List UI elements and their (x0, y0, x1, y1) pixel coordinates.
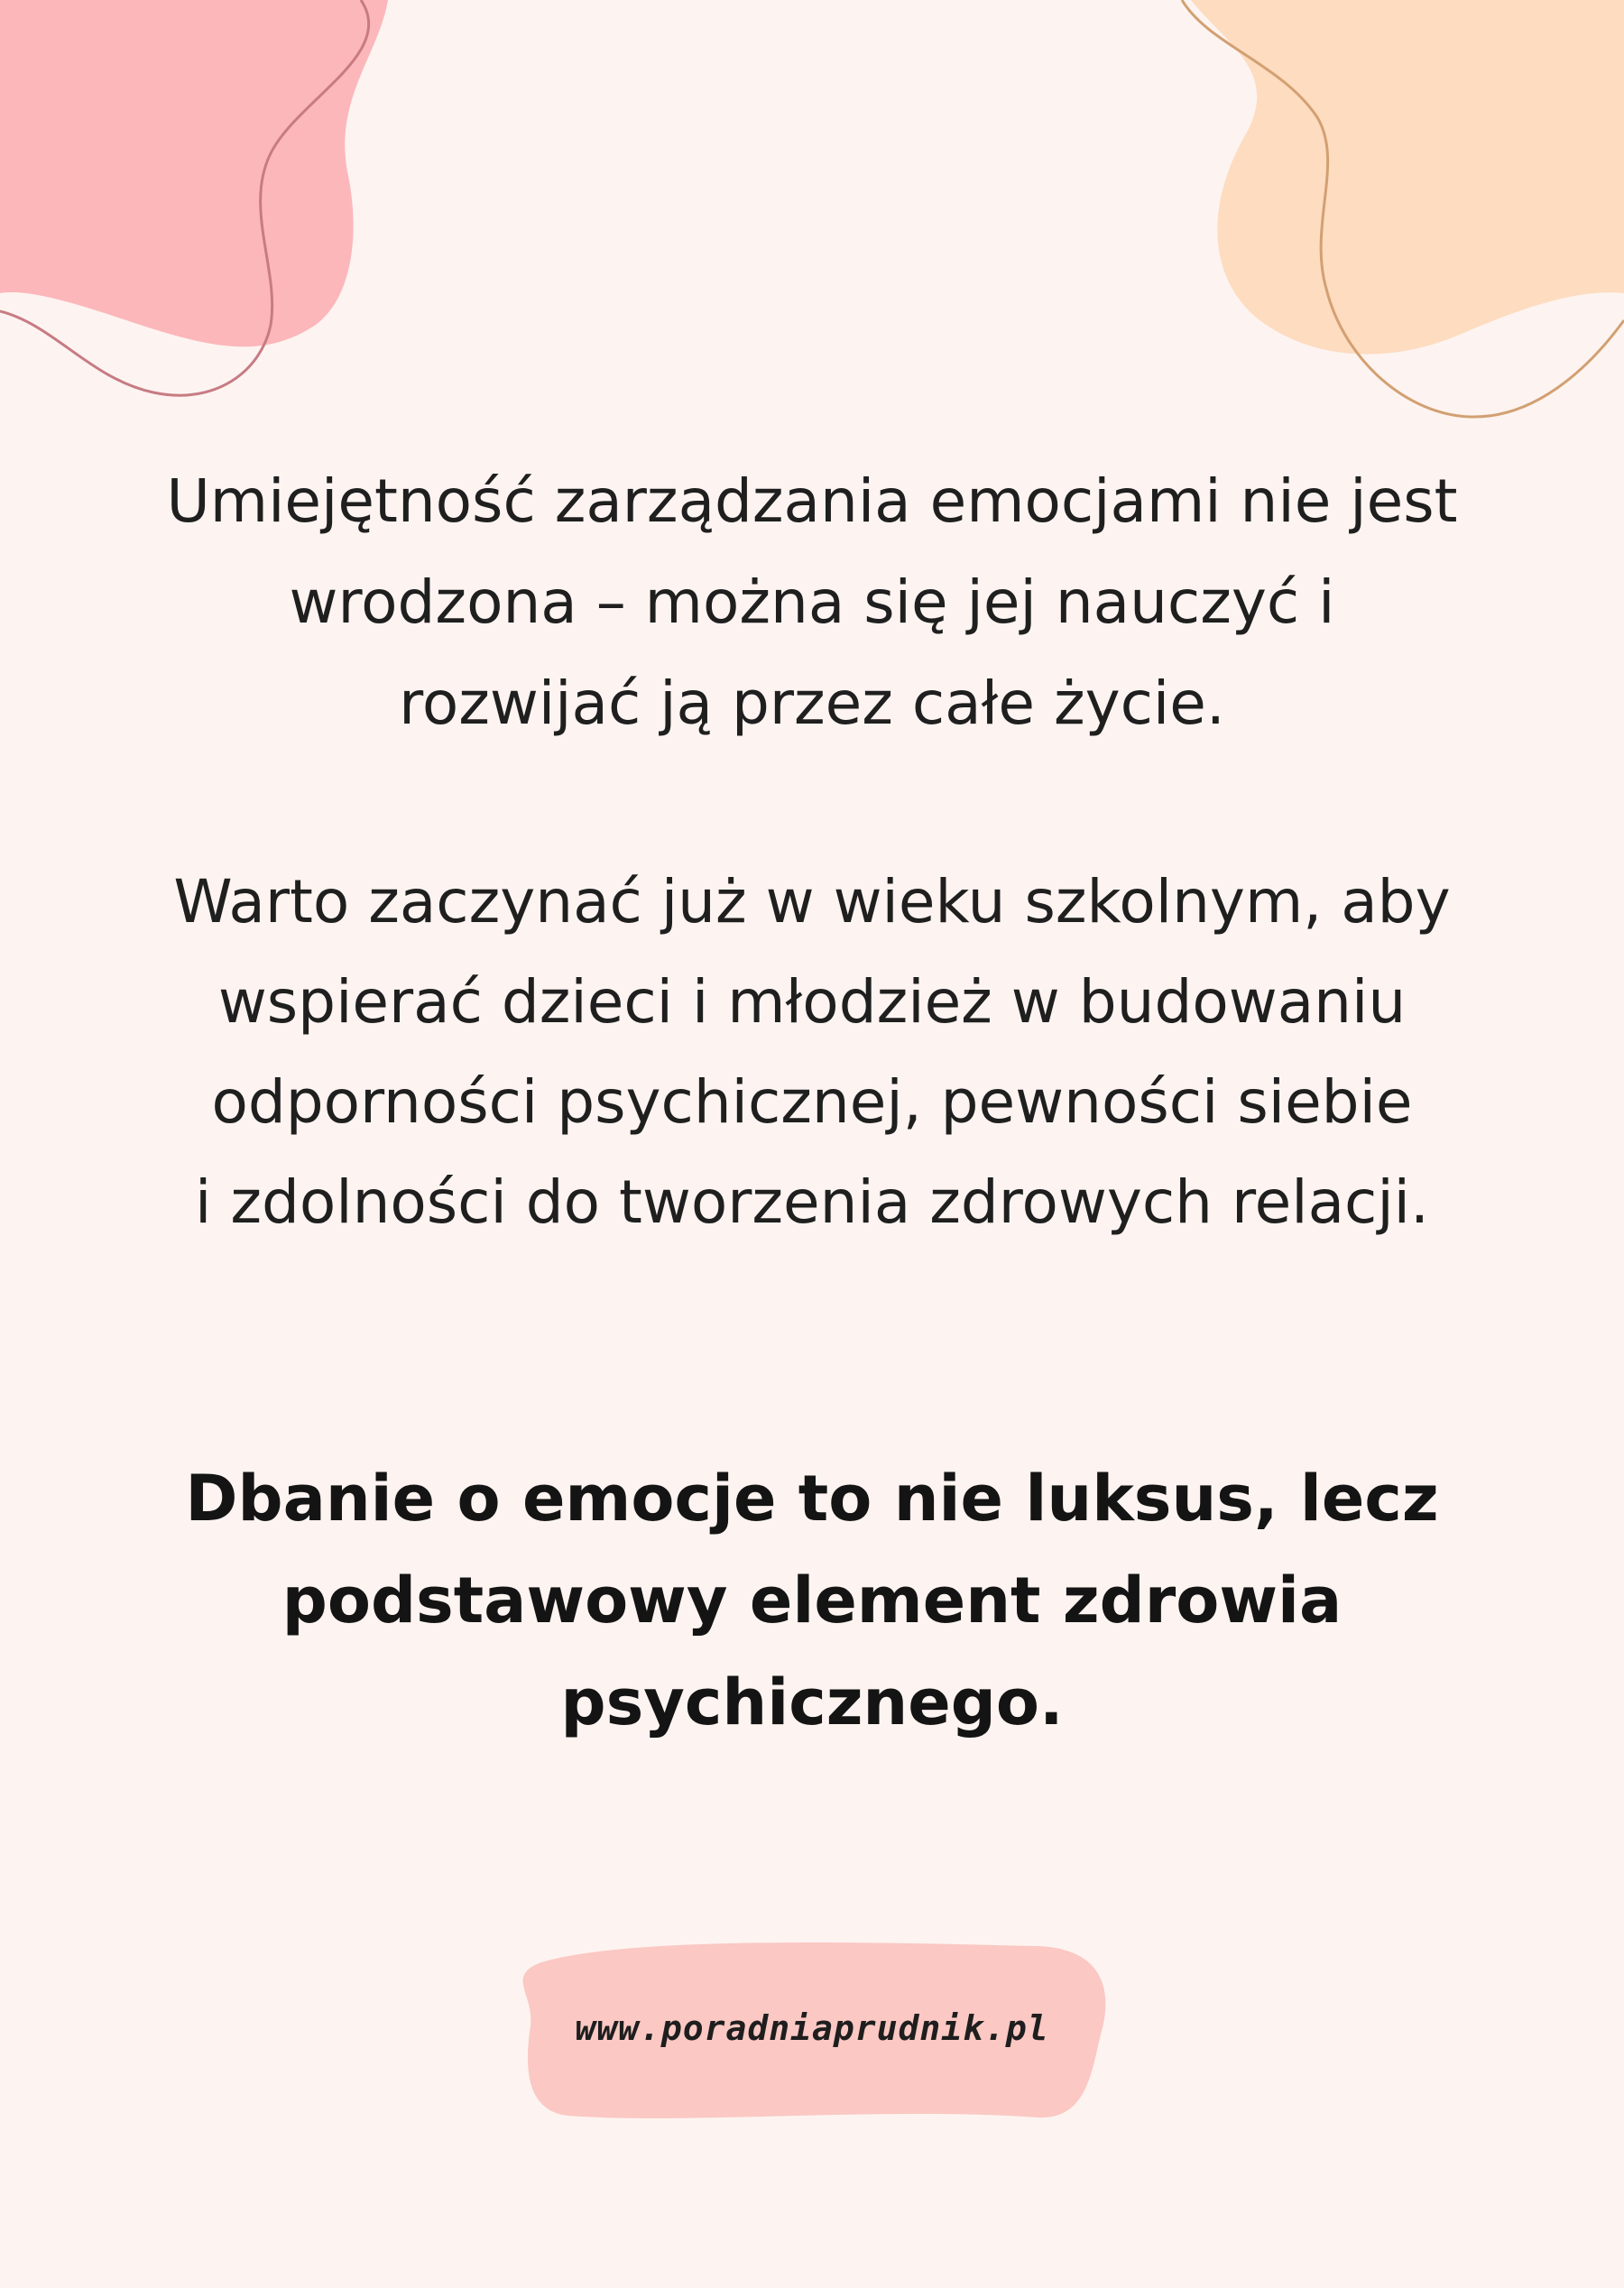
top-left-blob (0, 0, 388, 346)
top-right-blob (1191, 0, 1624, 355)
advice-paragraph (0, 852, 1624, 1252)
intro-paragraph (0, 451, 1624, 754)
advice-line: i zdolności do tworzenia zdrowych relacji. (195, 1167, 1429, 1237)
website-link[interactable]: www.poradniaprudnik.pl (575, 2008, 1049, 2048)
advice-line: wspierać dzieci i młodzież w budowaniu (217, 967, 1407, 1037)
emphasis-paragraph (0, 1448, 1624, 1754)
top-left-curve (0, 0, 369, 395)
intro-line: rozwijać ją przez całe życie. (399, 669, 1225, 738)
intro-line: wrodzona – można się jej nauczyć i (289, 567, 1335, 637)
advice-line: odporności psychicznej, pewności siebie (211, 1067, 1413, 1137)
intro-line: Umiejętność zarządzania emocjami nie jest (166, 466, 1458, 536)
advice-line: Warto zaczynać już w wieku szkolnym, aby (173, 867, 1451, 936)
emphasis-line: Dbanie o emocje to nie luksus, lecz (185, 1462, 1439, 1536)
emphasis-line: podstawowy element zdrowia (281, 1564, 1343, 1638)
emphasis-line: psychicznego. (560, 1665, 1064, 1739)
top-right-curve (1182, 0, 1624, 417)
